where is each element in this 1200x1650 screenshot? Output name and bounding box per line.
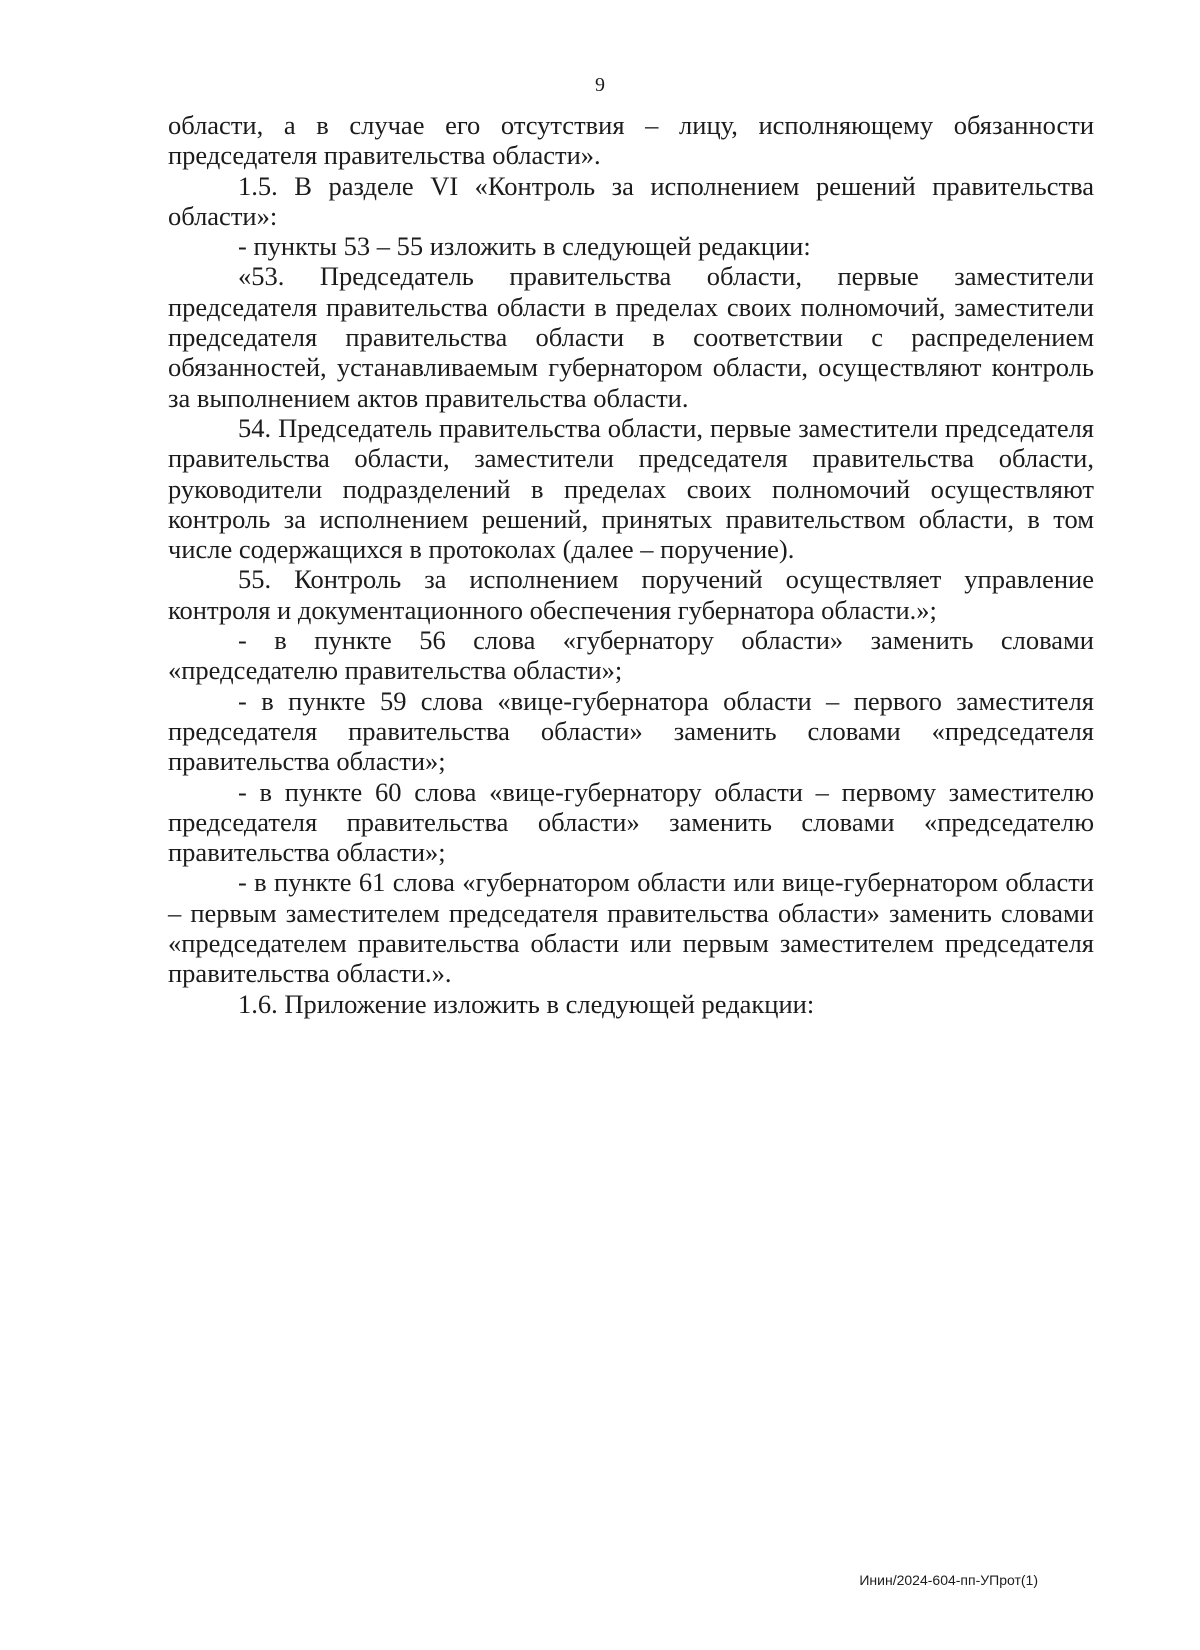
paragraph-item-54: 54. Председатель правительства области, первые заместители председателя правительства области, заместители председателя правительства области, руководители подразделений в пределах своих полномочий осуществляют контроль за исполнением решений, принятых правительством области, в том числе содержащихся в протоколах (далее – поручение). (168, 412, 1094, 565)
document-body (168, 110, 1094, 1019)
paragraph-section-1-5: 1.5. В разделе VI «Контроль за исполнением решений правительства области»: (168, 170, 1094, 231)
paragraph-item-59: - в пункте 59 слова «вице-губернатора области – первого заместителя председателя правительства области» заменить словами «председателя правительства области»; (168, 685, 1094, 777)
document-code: Инин/2024-604-пп-УПрот(1) (859, 1572, 1038, 1588)
paragraph-continuation: области, а в случае его отсутствия – лицу, исполняющему обязанности председателя правительства области». (168, 110, 1094, 171)
paragraph-item-55: 55. Контроль за исполнением поручений осуществляет управление контроля и документационного обеспечения губернатора области.»; (168, 564, 1094, 625)
page-number: 9 (595, 74, 605, 96)
paragraph-section-1-6: 1.6. Приложение изложить в следующей редакции: (238, 988, 815, 1019)
paragraph-item-56: - в пункте 56 слова «губернатору области» заменить словами «председателю правительства области»; (168, 625, 1094, 686)
paragraph-item-61: - в пункте 61 слова «губернатором области или вице-губернатором области – первым заместителем председателя правительства области» заменить словами «председателем правительства области или первым заместителем председателя правительства области.». (168, 867, 1094, 989)
paragraph-item-60: - в пункте 60 слова «вице-губернатору области – первому заместителю председателя правительства области» заменить словами «председателю правительства области»; (168, 776, 1094, 868)
paragraph-item-53: «53. Председатель правительства области, первые заместители председателя правительства области в пределах своих полномочий, заместители председателя правительства области в соответствии с распределением обязанностей, устанавливаемым губернатором области, осуществляют контроль за выполнением актов правительства области. (168, 261, 1094, 413)
paragraph-items-53-55: - пункты 53 – 55 изложить в следующей редакции: (238, 231, 811, 262)
